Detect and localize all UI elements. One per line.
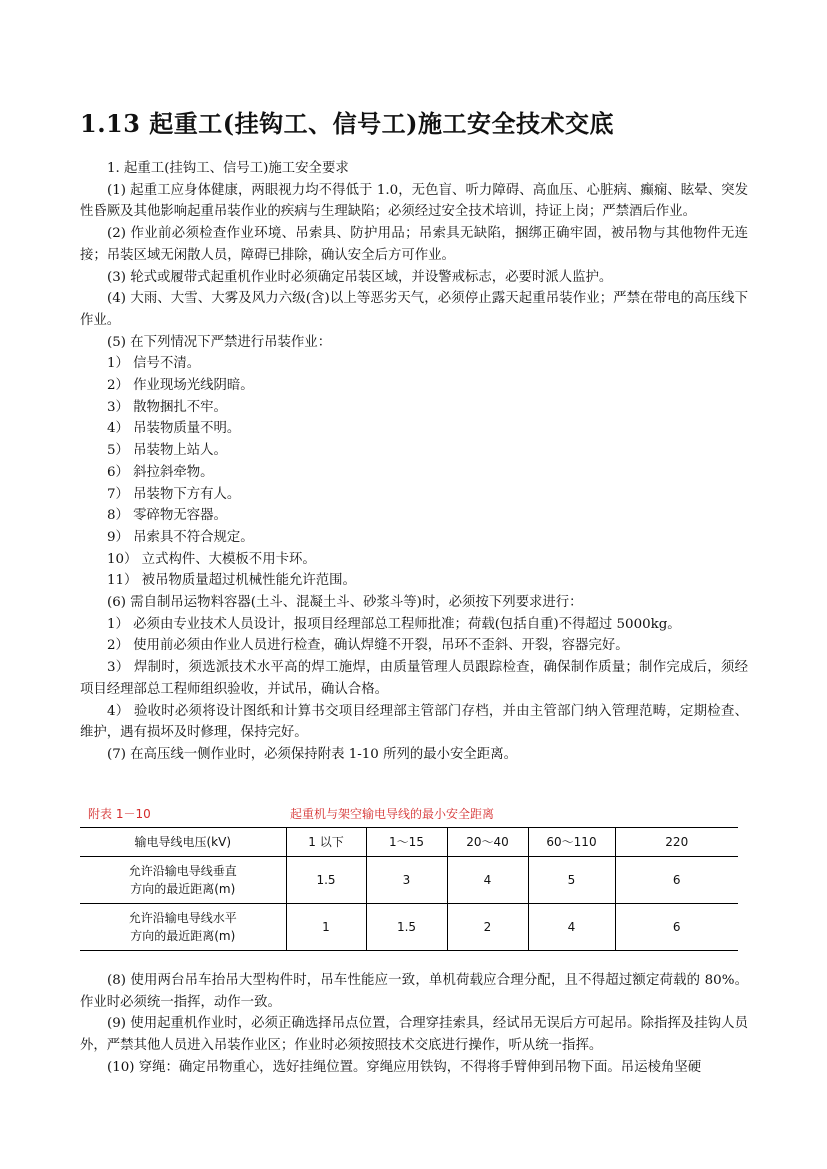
table-cell: 2 (447, 904, 528, 951)
table-cell: 4 (447, 857, 528, 904)
list-item: 7） 吊装物下方有人。 (107, 486, 241, 502)
list-item: 11） 被吊物质量超过机械性能允许范围。 (107, 573, 356, 589)
list-item: 9） 吊索具不符合规定。 (107, 529, 254, 545)
header-cell: 220 (615, 828, 738, 857)
row-label (80, 904, 286, 951)
header-cell: 20～40 (447, 828, 528, 857)
list-item: 6） 斜拉斜牵物。 (107, 464, 214, 480)
row-label-line: 方向的最近距离(m) (130, 882, 236, 896)
safety-distance-table (80, 827, 738, 951)
paragraph: (5) 在下列情况下严禁进行吊装作业： (107, 334, 332, 350)
list-item: 1） 信号不清。 (107, 356, 201, 372)
paragraph: (1) 起重工应身体健康，两眼视力均不得低于 1.0，无色盲、听力障碍、高血压、心脏病、癫痫、眩晕、突发性昏厥及其他影响起重吊装作业的疾病与生理缺陷；必须经过安全技术培训，持证上岗；严禁酒后作业。 (80, 182, 748, 220)
table-cell: 6 (615, 857, 738, 904)
row-label-line: 允许沿输电导线垂直 (128, 864, 237, 878)
table-cell: 1.5 (286, 857, 366, 904)
table-cell: 6 (615, 904, 738, 951)
list-item: 5） 吊装物上站人。 (107, 443, 227, 459)
paragraph: (2) 作业前必须检查作业环境、吊索具、防护用品；吊索具无缺陷，捆绑正确牢固，被吊物与其他物件无连接；吊装区域无闲散人员，障碍已排除，确认安全后方可作业。 (80, 226, 748, 263)
table-cell: 1 (286, 904, 366, 951)
section-title: 1.13 起重工(挂钩工、信号工)施工安全技术交底 (80, 109, 615, 138)
header-cell: 输电导线电压(kV) (80, 828, 286, 857)
safety-requirements-continued (80, 970, 748, 1079)
paragraph: (7) 在高压线一侧作业时，必须保持附表 1-10 所列的最小安全距离。 (107, 746, 517, 762)
paragraph: (3) 轮式或履带式起重机作业时必须确定吊装区域，并设警戒标志，必要时派人监护。 (107, 269, 613, 285)
row-label-line: 允许沿输电导线水平 (128, 911, 237, 925)
paragraph: (8) 使用两台吊车抬吊大型构件时，吊车性能应一致，单机荷载应合理分配，且不得超过额定荷载的 80%。作业时必须统一指挥，动作一致。 (80, 973, 748, 1010)
safety-requirements-text (80, 158, 748, 766)
table-row (80, 904, 738, 951)
table-cell: 5 (528, 857, 615, 904)
list-item: 3） 散物捆扎不牢。 (107, 399, 227, 415)
row-label-line: 方向的最近距离(m) (130, 929, 236, 943)
table-header-row (80, 828, 738, 857)
header-cell: 60～110 (528, 828, 615, 857)
list-item: 2） 使用前必须由作业人员进行检查，确认焊缝不开裂，吊环不歪斜、开裂，容器完好。 (107, 638, 629, 654)
list-item: 4） 验收时必须将设计图纸和计算书交项目经理部主管部门存档，并由主管部门纳入管理范畴，定期检查、维护，遇有损坏及时修理，保持完好。 (80, 703, 748, 741)
table-number: 附表 1－10 (88, 807, 151, 821)
table-row (80, 857, 738, 904)
list-item: 1） 必须由专业技术人员设计，报项目经理部总工程师批准；荷载(包括自重)不得超过 5000kg。 (107, 616, 681, 632)
paragraph: (9) 使用起重机作业时，必须正确选择吊点位置，合理穿挂索具，经试吊无误后方可起吊。除指挥及挂钩人员外，严禁其他人员进入吊装作业区；作业时必须按照技术交底进行操作，听从统一指挥。 (80, 1016, 748, 1054)
list-item: 2） 作业现场光线阴暗。 (107, 378, 254, 394)
table-cell: 1.5 (366, 904, 447, 951)
row-label (80, 857, 286, 904)
table-caption: 起重机与架空输电导线的最小安全距离 (290, 807, 495, 821)
list-item: 4） 吊装物质量不明。 (107, 421, 241, 437)
list-item: 3） 焊制时，须选派技术水平高的焊工施焊，由质量管理人员跟踪检查，确保制作质量；制作完成后，须经项目经理部总工程师组织验收，并试吊，确认合格。 (80, 660, 748, 697)
header-cell: 1～15 (366, 828, 447, 857)
table-cell: 4 (528, 904, 615, 951)
paragraph: (6) 需自制吊运物料容器(土斗、混凝土斗、砂浆斗等)时，必须按下列要求进行： (107, 595, 583, 611)
paragraph: (10) 穿绳：确定吊物重心，选好挂绳位置。穿绳应用铁钩，不得将手臂伸到吊物下面。吊运棱角坚硬 (107, 1059, 702, 1075)
list-item: 10） 立式构件、大模板不用卡环。 (107, 551, 316, 567)
header-cell: 1 以下 (286, 828, 366, 857)
paragraph: (4) 大雨、大雪、大雾及风力六级(含)以上等恶劣天气，必须停止露天起重吊装作业；严禁在带电的高压线下作业。 (80, 291, 748, 328)
table-cell: 3 (366, 857, 447, 904)
paragraph: 1. 起重工(挂钩工、信号工)施工安全要求 (107, 161, 349, 176)
list-item: 8） 零碎物无容器。 (107, 508, 227, 524)
